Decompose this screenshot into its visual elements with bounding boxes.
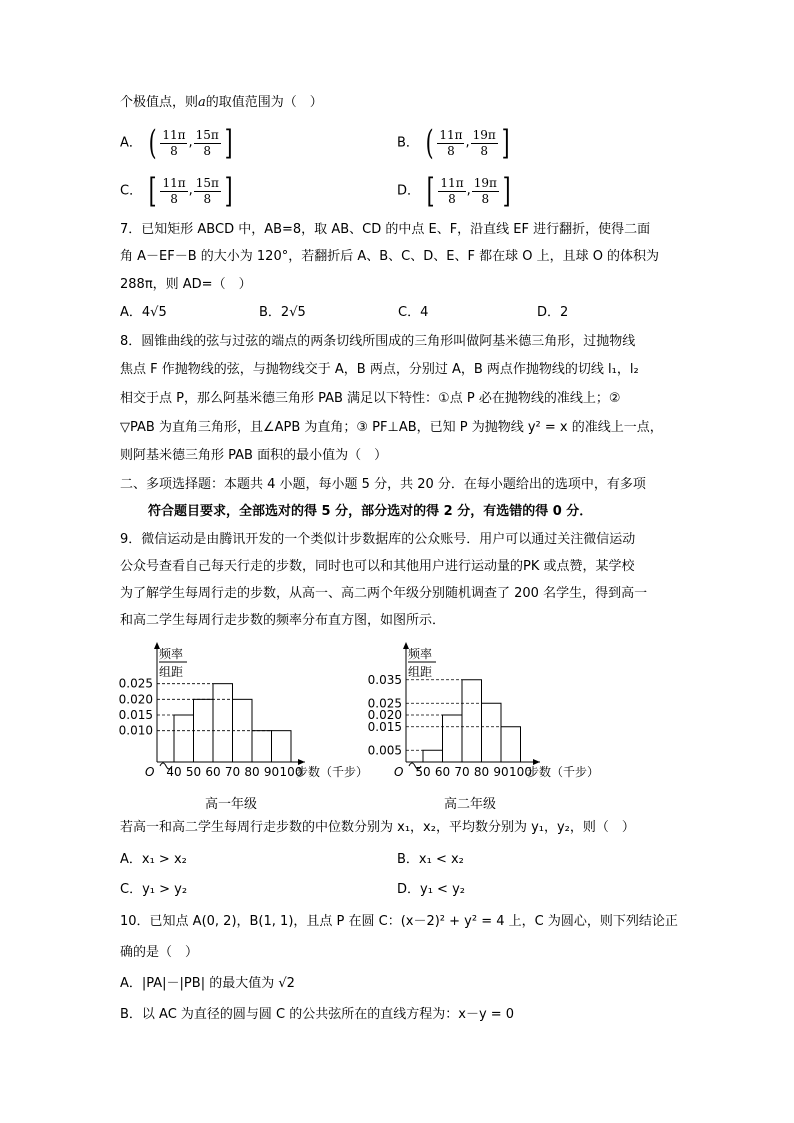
bracket-open: [	[426, 171, 435, 211]
q9-option-b[interactable]: B．x₁ < x₂	[397, 852, 464, 867]
origin-label: O	[145, 765, 155, 779]
histogram-bar	[423, 750, 443, 762]
q8-line-4: ▽PAB 为直角三角形，且∠APB 为直角；③ PF⊥AB，已知 P 为抛物线 y² = x 的准线上一点，	[120, 420, 663, 435]
q9-option-c[interactable]: C．y₁ > y₂	[120, 882, 188, 897]
y-tick-label: 0.015	[367, 719, 402, 734]
frac-num: 11π	[440, 175, 464, 190]
bracket-close: ]	[502, 171, 511, 211]
q7-line-2: 角 A－EF－B 的大小为 120°，若翻折后 A、B、C、D、E、F 都在球 O 上，且球 O 的体积为	[120, 249, 660, 264]
y-tick-label: 0.020	[118, 692, 153, 707]
q6-stem-text: 个极值点，则	[120, 95, 199, 110]
histogram-grade-2	[362, 640, 612, 810]
q9-line-4: 和高二学生每周行走步数的频率分布直方图，如图所示．	[120, 613, 446, 628]
x-tick-label: 100	[279, 765, 303, 779]
frac-num: 15π	[195, 127, 219, 142]
q9-line-3: 为了解学生每周行走的步数，从高一、高二两个年级分别随机调查了 200 名学生，得到高一	[120, 586, 648, 601]
histogram-grade-1	[115, 640, 369, 812]
histogram-bar	[482, 703, 502, 762]
bracket-open: [	[148, 171, 157, 211]
frac-den: 8	[448, 191, 456, 206]
q10-line-1: 10．已知点 A(0, 2)，B(1, 1)，且点 P 在圆 C：(x－2)² + y² = 4 上，C 为圆心，则下列结论正	[120, 914, 678, 929]
q7-option-d[interactable]: D．2	[537, 305, 569, 320]
q8-line-3: 相交于点 P，那么阿基米德三角形 PAB 满足以下特性：①点 P 必在抛物线的准线上；②	[120, 391, 621, 406]
frac-num: 15π	[195, 175, 219, 190]
y-tick-label: 0.025	[118, 676, 153, 691]
histogram-bar	[443, 715, 463, 762]
y-tick-label: 0.020	[367, 708, 402, 722]
x-tick-label: 40	[166, 765, 182, 779]
histogram-bar	[213, 684, 233, 762]
x-tick-label: 60	[205, 765, 221, 779]
q8-line-2: 焦点 F 作抛物线的弦，与抛物线交于 A，B 两点，分别过 A，B 两点作抛物线的切线 l₁，l₂	[120, 362, 639, 377]
frac-den: 8	[447, 143, 455, 158]
q10-option-b[interactable]: B．以 AC 为直径的圆与圆 C 的公共弦所在的直线方程为：x－y = 0	[120, 1007, 515, 1022]
frac-num: 11π	[162, 175, 186, 190]
y-label-top: 频率	[159, 647, 184, 661]
option-label: B．	[397, 135, 419, 151]
x-axis-label: 步数（千步）	[527, 765, 600, 779]
frac-den: 8	[203, 143, 211, 158]
origin-label: O	[394, 765, 404, 779]
q9-question: 若高一和高二学生每周行走步数的中位数分别为 x₁，x₂，平均数分别为 y₁，y₂，则（ ）	[120, 820, 635, 835]
y-tick-label: 0.010	[118, 723, 153, 738]
frac-den: 8	[481, 191, 490, 206]
q6-option-d[interactable]: D． [ $\frac{11\pi}{8}$ , $\frac{19\pi}{8}$ ]	[397, 171, 511, 211]
y-tick-label: 0.005	[367, 743, 402, 758]
bracket-close: ]	[501, 123, 510, 163]
x-axis-label: 步数（千步）	[296, 765, 369, 779]
x-tick-label: 60	[434, 765, 451, 779]
q8-line-5: 则阿基米德三角形 PAB 面积的最小值为（ ）	[120, 448, 388, 463]
q6-option-a[interactable]: A． ( $\frac{11\pi}{8}$ , $\frac{15\pi}{8}$ ]	[120, 123, 233, 163]
frac-den: 8	[203, 191, 212, 206]
histogram-bar	[272, 731, 292, 762]
q9-line-2: 公众号查看自己每天行走的步数，同时也可以和其他用户进行运动量的PK 或点赞，某学校	[120, 559, 635, 574]
bracket-open: (	[148, 123, 157, 163]
q7-line-1: 7．已知矩形 ABCD 中，AB=8，取 AB、CD 的中点 E、F，沿直线 EF 进行翻折，使得二面	[120, 222, 651, 237]
option-label: A．	[120, 135, 142, 151]
histogram-bar	[462, 680, 482, 762]
x-tick-label: 70	[454, 765, 470, 779]
q10-line-2: 确的是（ ）	[120, 945, 199, 960]
option-label: D．	[397, 183, 421, 199]
frac-num: 19π	[472, 127, 496, 142]
y-tick-label: 0.035	[367, 672, 402, 687]
q6-stem	[120, 93, 323, 113]
y-label-top: 频率	[408, 647, 433, 661]
frac-den: 8	[170, 191, 178, 206]
chart-title: 高一年级	[204, 797, 258, 812]
option-label: C．	[120, 183, 143, 199]
bracket-close: ]	[224, 123, 233, 163]
q6-stem-text-2: 的取值范围为（ ）	[205, 95, 323, 110]
bracket-close: ]	[224, 171, 233, 211]
q7-option-a[interactable]: A．4√5	[120, 305, 167, 320]
histogram-bar	[501, 727, 521, 762]
x-tick-label: 50	[185, 765, 202, 779]
section2-line-1: 二、多项选择题：本题共 4 小题，每小题 5 分，共 20 分．在每小题给出的选项中，有多项	[120, 477, 646, 492]
q6-var: a	[198, 95, 206, 110]
x-tick-label: 90	[263, 765, 280, 779]
section2-line-2: 符合题目要求，全部选对的得 5 分，部分选对的得 2 分，有选错的得 0 分．	[148, 504, 593, 519]
x-tick-label: 90	[493, 765, 509, 779]
histogram-bar	[174, 715, 194, 762]
x-tick-label: 80	[473, 765, 490, 779]
q8-line-1: 8．圆锥曲线的弦与过弦的端点的两条切线所围成的三角形叫做阿基米德三角形，过抛物线	[120, 334, 636, 349]
y-tick-label: 0.025	[367, 696, 402, 711]
q9-line-1: 9．微信运动是由腾讯开发的一个类似计步数据库的公众账号．用户可以通过关注微信运动	[120, 532, 636, 547]
y-label-bottom: 组距	[159, 665, 184, 679]
x-tick-label: 70	[224, 765, 241, 779]
q9-option-d[interactable]: D．y₁ < y₂	[397, 882, 465, 897]
q9-option-a[interactable]: A．x₁ > x₂	[120, 852, 187, 867]
frac-num: 11π	[439, 127, 463, 142]
q7-option-b[interactable]: B．2√5	[259, 305, 306, 320]
y-tick-label: 0.015	[118, 708, 153, 722]
q6-option-c[interactable]: C． [ $\frac{11\pi}{8}$ , $\frac{15\pi}{8}$ ]	[120, 171, 233, 211]
frac-den: 8	[170, 143, 178, 158]
histogram-bar	[252, 731, 272, 762]
frac-den: 8	[480, 143, 489, 158]
q10-option-a[interactable]: A．|PA|－|PB| 的最大值为 √2	[120, 976, 295, 991]
y-label-bottom: 组距	[408, 665, 433, 679]
x-tick-label: 50	[415, 765, 431, 779]
chart-title: 高二年级	[443, 797, 497, 812]
frac-num: 19π	[473, 175, 497, 190]
bracket-open: (	[425, 123, 434, 163]
q7-option-c[interactable]: C．4	[398, 305, 429, 320]
x-tick-label: 80	[244, 765, 260, 779]
q6-option-b[interactable]: B． ( $\frac{11\pi}{8}$ , $\frac{19\pi}{8}$ ]	[397, 123, 510, 163]
frac-num: 11π	[162, 127, 186, 142]
q7-line-3: 288π，则 AD=（ ）	[120, 277, 252, 292]
x-tick-label: 100	[509, 765, 532, 779]
